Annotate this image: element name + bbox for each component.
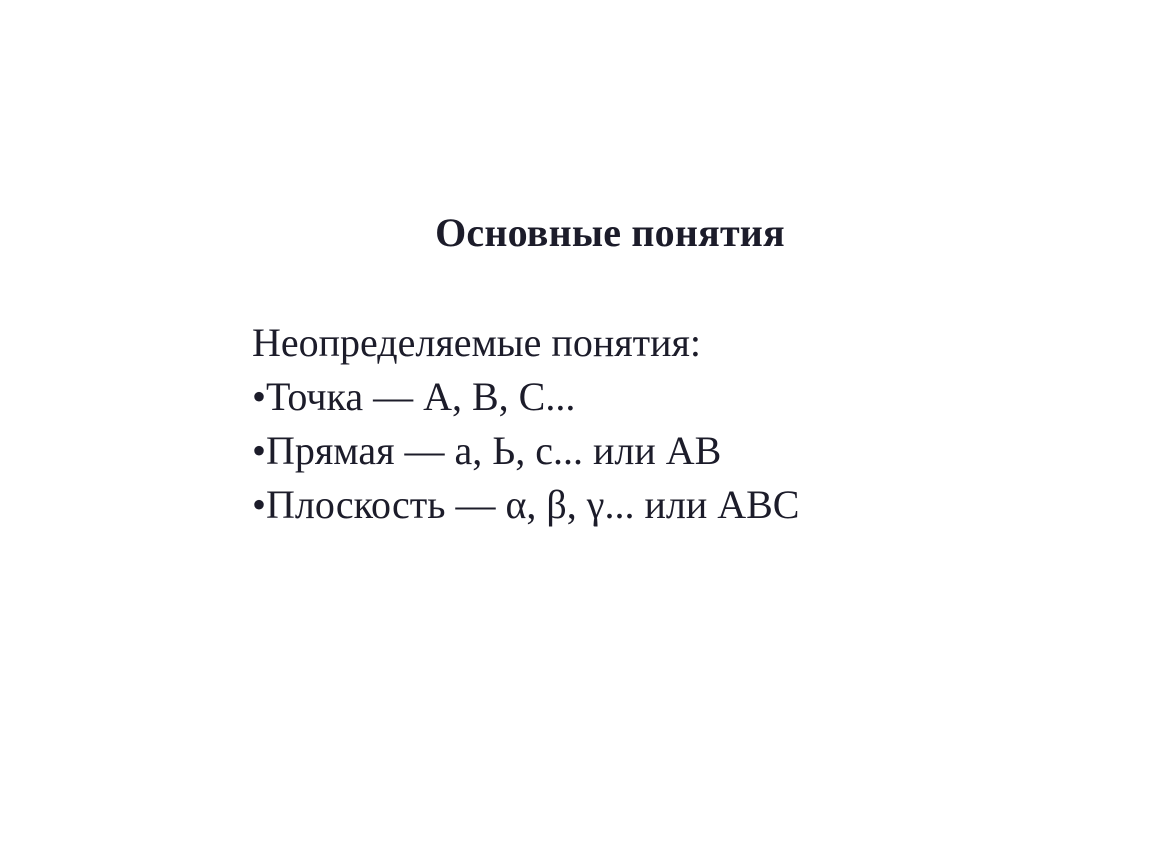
intro-line: Неопределяемые понятия: <box>252 320 702 365</box>
list-item-line: •Прямая — а, Ь, с... или АВ <box>252 428 722 473</box>
slide-title: Основные понятия <box>435 210 785 255</box>
list-item-point: •Точка — А, В, С... <box>252 374 576 419</box>
slide-body <box>252 316 799 532</box>
list-item-plane: •Плоскость — α, β, γ... или АВС <box>252 482 800 527</box>
